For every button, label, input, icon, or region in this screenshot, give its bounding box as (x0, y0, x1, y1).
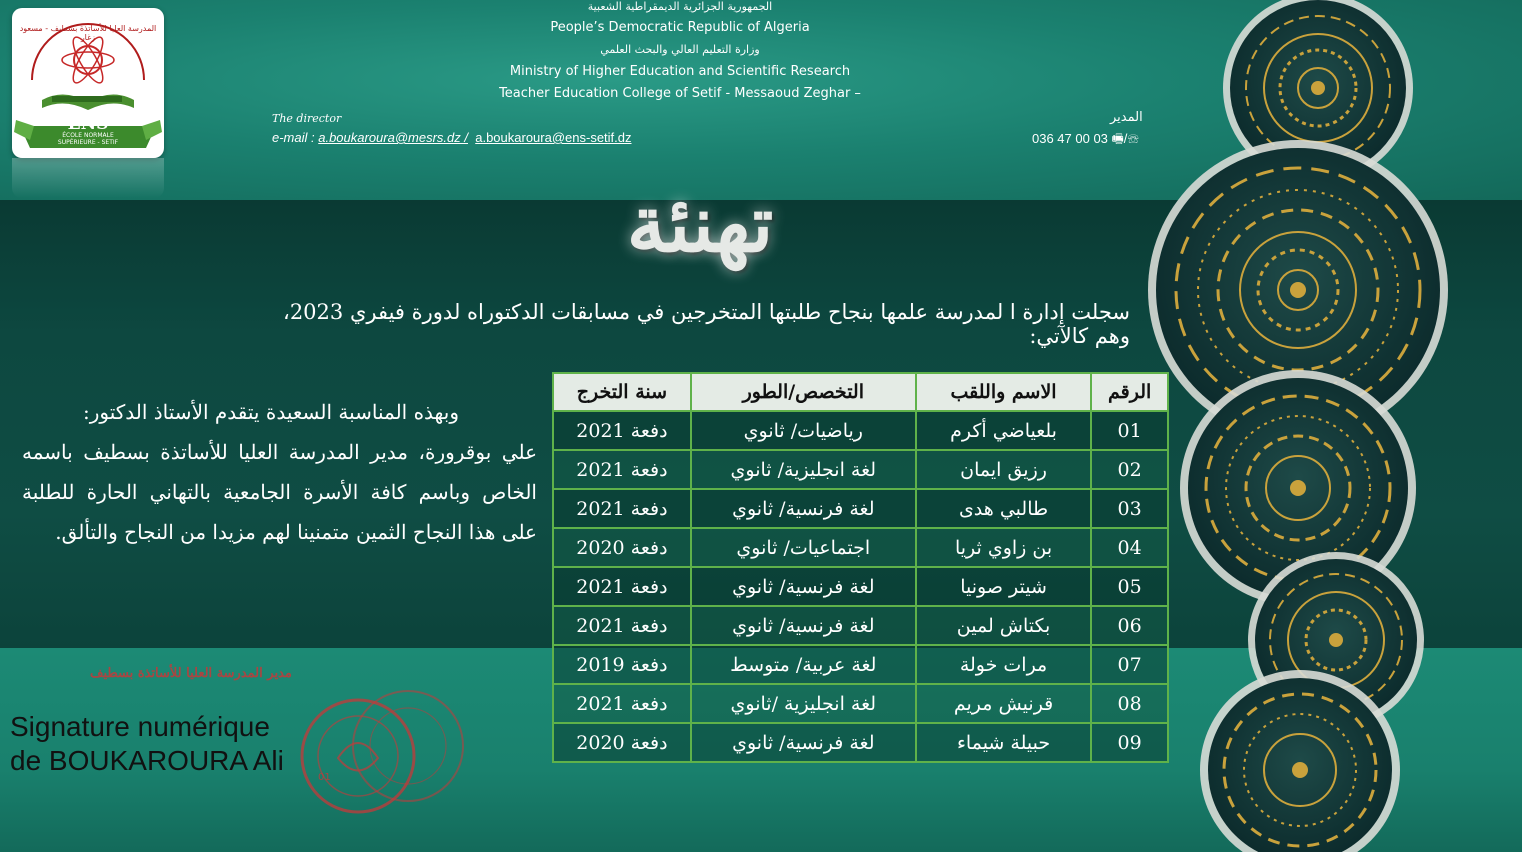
table-header-row (553, 373, 1168, 411)
cell-number: 02 (1091, 450, 1168, 489)
cell-number: 01 (1091, 411, 1168, 450)
table-row (553, 528, 1168, 567)
cell-name: بلعياضي أكرم (916, 411, 1092, 450)
table-row (553, 606, 1168, 645)
graduates-table (552, 372, 1169, 763)
cell-year: دفعة 2021 (553, 450, 691, 489)
table-row (553, 723, 1168, 762)
cell-year: دفعة 2021 (553, 684, 691, 723)
signature-title: مدير المدرسة العليا للأساتذة بسطيف (90, 666, 292, 681)
email-link-2[interactable]: a.boukaroura@ens-setif.dz (475, 130, 632, 145)
cell-specialty: لغة انجليزية/ ثانوي (691, 450, 916, 489)
closing-lead: وبهذه المناسبة السعيدة يتقدم الأستاذ الدكتور: (82, 400, 459, 424)
official-stamp (298, 688, 470, 818)
cell-name: مرات خولة (916, 645, 1092, 684)
signature-line-2: de BOUKAROURA Ali (10, 745, 284, 776)
announcement-text: سجلت إدارة ا لمدرسة علمها بنجاح طلبتها المتخرجين في مسابقات الدكتوراه لدورة فيفري 2023، وهم كالآتي: (283, 300, 1130, 348)
header-number: الرقم (1091, 373, 1168, 411)
ministry-en: Ministry of Higher Education and Scientific Research (509, 64, 851, 79)
header-name: الاسم واللقب (916, 373, 1092, 411)
cell-specialty: لغة عربية/ متوسط (691, 645, 916, 684)
cell-specialty: رياضيات/ ثانوي (691, 411, 916, 450)
logo-banner: ENS (67, 114, 109, 134)
table-row (553, 411, 1168, 450)
table-row (553, 567, 1168, 606)
country-ar: الجمهورية الجزائرية الديمقراطية الشعبية (587, 0, 773, 13)
cell-number: 03 (1091, 489, 1168, 528)
cell-number: 08 (1091, 684, 1168, 723)
header-specialty: التخصص/الطور (691, 373, 916, 411)
cell-number: 09 (1091, 723, 1168, 762)
cell-year: دفعة 2021 (553, 489, 691, 528)
ens-setif-logo (12, 8, 164, 158)
closing-message (22, 392, 537, 552)
cell-year: دفعة 2019 (553, 645, 691, 684)
cell-name: بكتاش لمين (916, 606, 1092, 645)
stamp-number: 01 (318, 772, 331, 783)
cell-specialty: لغة فرنسية/ ثانوي (691, 723, 916, 762)
cell-name: طالبي هدى (916, 489, 1092, 528)
country-en: People’s Democratic Republic of Algeria (550, 20, 810, 35)
ministry-ar: وزارة التعليم العالي والبحث العلمي (600, 43, 760, 56)
table-row (553, 489, 1168, 528)
cell-specialty: لغة انجليزية /ثانوي (691, 684, 916, 723)
cell-year: دفعة 2021 (553, 606, 691, 645)
cell-year: دفعة 2020 (553, 723, 691, 762)
cell-number: 07 (1091, 645, 1168, 684)
cell-name: حبيلة شيماء (916, 723, 1092, 762)
cell-year: دفعة 2021 (553, 411, 691, 450)
cell-number: 06 (1091, 606, 1168, 645)
cell-name: شيتر صونيا (916, 567, 1092, 606)
table-row (553, 645, 1168, 684)
logo-arc-text: المدرسة العليا للأساتذة بسطيف - مسعود زغار (19, 24, 157, 42)
cell-specialty: اجتماعيات/ ثانوي (691, 528, 916, 567)
email-line (272, 130, 632, 145)
cell-year: دفعة 2020 (553, 528, 691, 567)
closing-body: علي بوقرورة، مدير المدرسة العليا للأساتذة بسطيف باسمه الخاص وباسم كافة الأسرة الجامعية بالتهاني الحارة للطلبة على هذا النجاح الثمين متمنينا لهم مزيدا من النجاح والتألق. (22, 440, 537, 544)
congratulations-title: تهنئة (626, 179, 774, 270)
cell-name: بن زاوي ثريا (916, 528, 1092, 567)
digital-signature (10, 710, 284, 778)
cell-year: دفعة 2021 (553, 567, 691, 606)
signature-line-1: Signature numérique (10, 711, 270, 742)
logo-subtitle-2: SUPÉRIEURE - SETIF (57, 139, 119, 146)
table-row (553, 450, 1168, 489)
cell-specialty: لغة فرنسية/ ثانوي (691, 489, 916, 528)
email-link-1[interactable]: a.boukaroura@mesrs.dz / (318, 130, 468, 145)
header-graduation-year: سنة التخرج (553, 373, 691, 411)
director-label-ar: المدير (1110, 110, 1143, 125)
table-row (553, 684, 1168, 723)
director-label-en: The director (272, 112, 342, 125)
cell-number: 05 (1091, 567, 1168, 606)
email-prefix: e-mail : (272, 130, 319, 145)
college-en: Teacher Education College of Setif - Messaoud Zeghar – (499, 86, 861, 101)
cell-name: قرنيش مريم (916, 684, 1092, 723)
mandala-decoration (1140, 0, 1522, 852)
logo-reflection (12, 158, 164, 198)
phone-number: 036 47 00 03 🖷/☏ (1032, 131, 1139, 146)
cell-specialty: لغة فرنسية/ ثانوي (691, 567, 916, 606)
cell-number: 04 (1091, 528, 1168, 567)
cell-name: رزيق ايمان (916, 450, 1092, 489)
cell-specialty: لغة فرنسية/ ثانوي (691, 606, 916, 645)
logo-subtitle-1: ÉCOLE NORMALE (62, 132, 114, 139)
